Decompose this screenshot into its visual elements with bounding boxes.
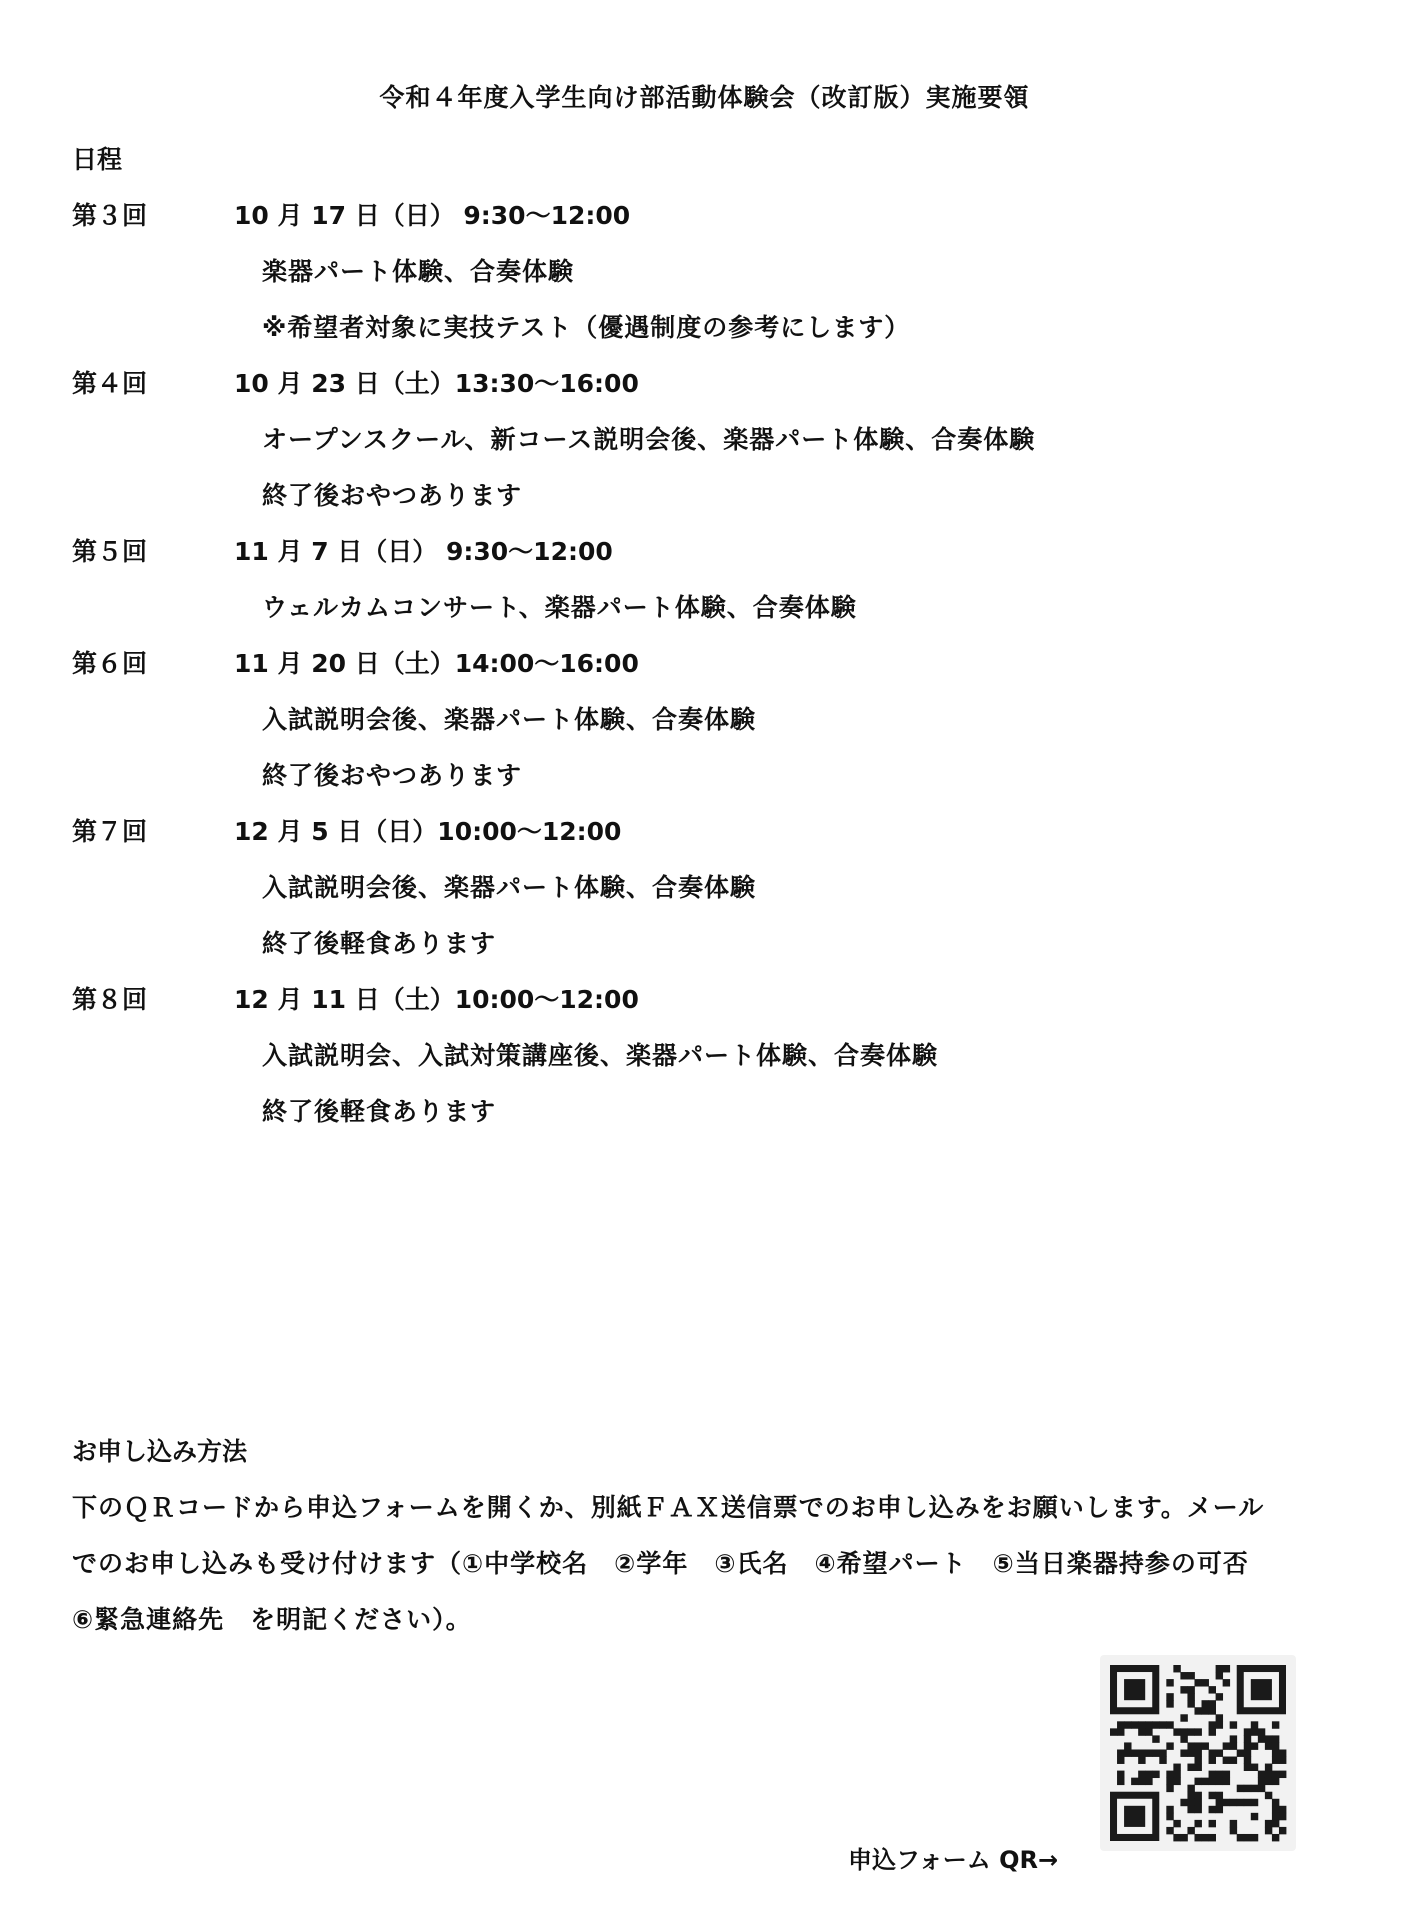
application-heading: お申し込み方法 (72, 1437, 248, 1466)
application-text-line: でのお申し込みも受け付けます（①中学校名 ②学年 ③氏名 ④希望パート ⑤当日楽器持参の可否 (72, 1549, 1249, 1578)
qr-label: 申込フォーム QR→ (848, 1846, 1059, 1874)
application-text-line: ⑥緊急連絡先 を明記ください）。 (72, 1605, 472, 1634)
application-text-line: 下のＱＲコードから申込フォームを開くか、別紙ＦＡＸ送信票でのお申し込みをお願いします。メール (72, 1493, 1265, 1522)
session-detail: 入試説明会後、楽器パート体験、合奏体験 (262, 705, 757, 734)
session-detail: オープンスクール、新コース説明会後、楽器パート体験、合奏体験 (262, 425, 1036, 454)
session-label: 第６回 (72, 649, 148, 678)
session-label: 第４回 (72, 369, 148, 398)
session-date: 11 月 7 日（日） 9:30～12:00 (234, 537, 613, 566)
session-date: 10 月 17 日（日） 9:30～12:00 (234, 201, 631, 230)
session-detail: 入試説明会、入試対策講座後、楽器パート体験、合奏体験 (262, 1041, 939, 1070)
session-detail: 終了後軽食あります (262, 929, 497, 958)
session-detail: 終了後おやつあります (262, 481, 523, 510)
session-detail: 楽器パート体験、合奏体験 (262, 257, 575, 286)
session-label: 第７回 (72, 817, 148, 846)
schedule-heading: 日程 (72, 145, 123, 174)
document-title: 令和４年度入学生向け部活動体験会（改訂版）実施要領 (379, 83, 1030, 112)
session-detail: 終了後軽食あります (262, 1097, 497, 1126)
session-label: 第３回 (72, 201, 148, 230)
session-detail: ※希望者対象に実技テスト（優遇制度の参考にします） (262, 313, 911, 342)
session-detail: 入試説明会後、楽器パート体験、合奏体験 (262, 873, 757, 902)
session-label: 第８回 (72, 985, 148, 1014)
session-date: 12 月 5 日（日）10:00～12:00 (234, 817, 622, 846)
session-label: 第５回 (72, 537, 148, 566)
session-detail: ウェルカムコンサート、楽器パート体験、合奏体験 (262, 593, 857, 622)
qr-code-icon[interactable] (1100, 1655, 1296, 1851)
session-date: 11 月 20 日（土）14:00～16:00 (234, 649, 639, 678)
session-date: 12 月 11 日（土）10:00～12:00 (234, 985, 639, 1014)
session-detail: 終了後おやつあります (262, 761, 523, 790)
session-date: 10 月 23 日（土）13:30～16:00 (234, 369, 639, 398)
qr-code-graphic (1100, 1655, 1296, 1851)
